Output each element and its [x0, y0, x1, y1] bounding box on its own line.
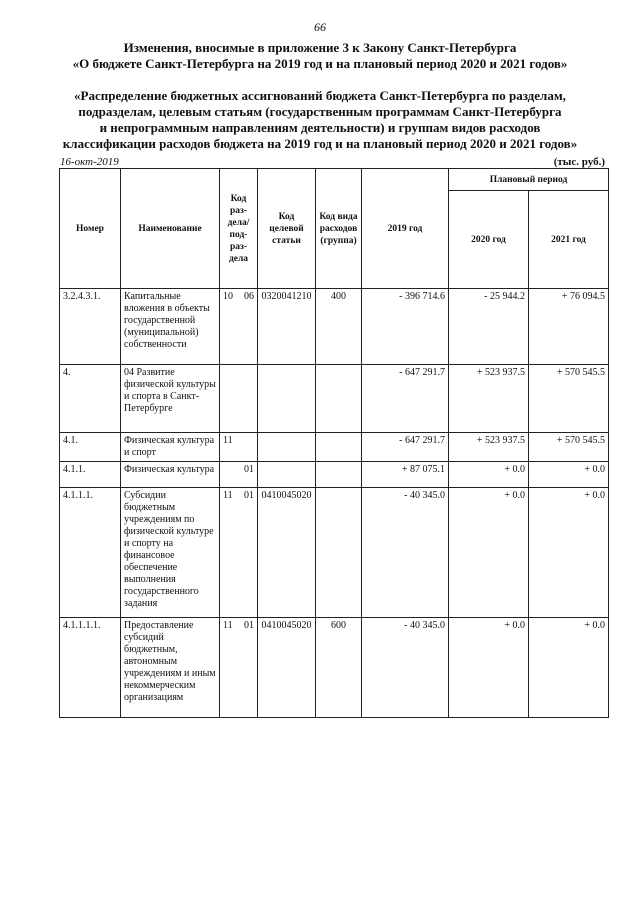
section-code: 10	[223, 291, 233, 302]
table-row	[60, 365, 609, 433]
subtitle-line-3: и непрограммным направлениям деятельности) и группам видов расходов	[99, 120, 541, 135]
document-title	[40, 40, 600, 72]
row-name: Физическая культура и спорт	[121, 433, 220, 462]
row-number: 4.1.	[60, 433, 121, 462]
document-subtitle	[40, 88, 600, 152]
row-2019: - 647 291.7	[362, 365, 449, 433]
header-2019: 2019 год	[362, 169, 449, 289]
row-expense-code	[316, 433, 362, 462]
row-target-code	[258, 365, 316, 433]
row-expense-code: 600	[316, 618, 362, 718]
row-2020: - 25 944.2	[449, 289, 529, 365]
section-code: 11	[223, 435, 233, 446]
row-target-code	[258, 433, 316, 462]
row-number: 4.1.1.1.1.	[60, 618, 121, 718]
row-2021: + 570 545.5	[529, 433, 609, 462]
table-row	[60, 289, 609, 365]
row-2021: + 0.0	[529, 488, 609, 618]
row-name: Капитальные вложения в объекты государственной (муниципальной) собственности	[121, 289, 220, 365]
row-number: 3.2.4.3.1.	[60, 289, 121, 365]
subtitle-line-2: подразделам, целевым статьям (государственным программам Санкт-Петербурга	[78, 104, 562, 119]
row-2019: + 87 075.1	[362, 462, 449, 488]
row-2021: + 76 094.5	[529, 289, 609, 365]
header-section-code: Код раз-дела/ под-раз-дела	[220, 169, 258, 289]
row-target-code: 0320041210	[258, 289, 316, 365]
row-2021: + 0.0	[529, 618, 609, 718]
subtitle-line-1: «Распределение бюджетных ассигнований бюджета Санкт-Петербурга по разделам,	[74, 88, 566, 103]
header-2021: 2021 год	[529, 191, 609, 289]
row-expense-code	[316, 488, 362, 618]
header-2020: 2020 год	[449, 191, 529, 289]
row-number: 4.1.1.	[60, 462, 121, 488]
subsection-code: 06	[244, 291, 254, 302]
row-name: Физическая культура	[121, 462, 220, 488]
row-section-code	[220, 433, 258, 462]
row-name: 04 Развитие физической культуры и спорта в Санкт-Петербурге	[121, 365, 220, 433]
table-row	[60, 488, 609, 618]
row-2020: + 523 937.5	[449, 433, 529, 462]
row-2021: + 0.0	[529, 462, 609, 488]
row-name: Предоставление субсидий бюджетным, автономным учреждениям и иным некоммерческим организациям	[121, 618, 220, 718]
subsection-code: 01	[244, 490, 254, 501]
header-planned-period: Плановый период	[449, 169, 609, 191]
header-number: Номер	[60, 169, 121, 289]
page-number: 66	[314, 20, 326, 34]
row-2020: + 523 937.5	[449, 365, 529, 433]
row-2020: + 0.0	[449, 488, 529, 618]
row-2020: + 0.0	[449, 462, 529, 488]
section-code: 11	[223, 620, 233, 631]
row-section-code	[220, 365, 258, 433]
table-row	[60, 462, 609, 488]
row-2019: - 40 345.0	[362, 488, 449, 618]
subsection-code: 01	[244, 464, 254, 475]
row-target-code	[258, 462, 316, 488]
row-number: 4.1.1.1.	[60, 488, 121, 618]
row-target-code: 0410045020	[258, 618, 316, 718]
row-expense-code	[316, 462, 362, 488]
title-line-2: «О бюджете Санкт-Петербурга на 2019 год и на плановый период 2020 и 2021 годов»	[72, 56, 568, 71]
row-target-code: 0410045020	[258, 488, 316, 618]
row-section-code	[220, 488, 258, 618]
row-2019: - 40 345.0	[362, 618, 449, 718]
row-expense-code	[316, 365, 362, 433]
row-section-code	[220, 462, 258, 488]
table-row	[60, 618, 609, 718]
row-2021: + 570 545.5	[529, 365, 609, 433]
row-name: Субсидии бюджетным учреждениям по физической культуре и спорту на финансовое обеспечение выполнения государственного задания	[121, 488, 220, 618]
section-code: 11	[223, 490, 233, 501]
subsection-code: 01	[244, 620, 254, 631]
row-section-code	[220, 289, 258, 365]
header-expense-code: Код вида расходов (группа)	[316, 169, 362, 289]
units-label: (тыс. руб.)	[553, 156, 605, 168]
budget-table	[59, 168, 609, 718]
row-number: 4.	[60, 365, 121, 433]
header-target-code: Код целевой статьи	[258, 169, 316, 289]
row-2019: - 396 714.6	[362, 289, 449, 365]
table-row	[60, 433, 609, 462]
header-name: Наименование	[121, 169, 220, 289]
row-section-code	[220, 618, 258, 718]
title-line-1: Изменения, вносимые в приложение 3 к Закону Санкт-Петербурга	[123, 40, 517, 55]
row-2020: + 0.0	[449, 618, 529, 718]
subtitle-line-4: классификации расходов бюджета на 2019 год и на плановый период 2020 и 2021 годов»	[62, 136, 578, 151]
row-expense-code: 400	[316, 289, 362, 365]
row-2019: - 647 291.7	[362, 433, 449, 462]
document-date: 16-окт-2019	[60, 156, 119, 168]
